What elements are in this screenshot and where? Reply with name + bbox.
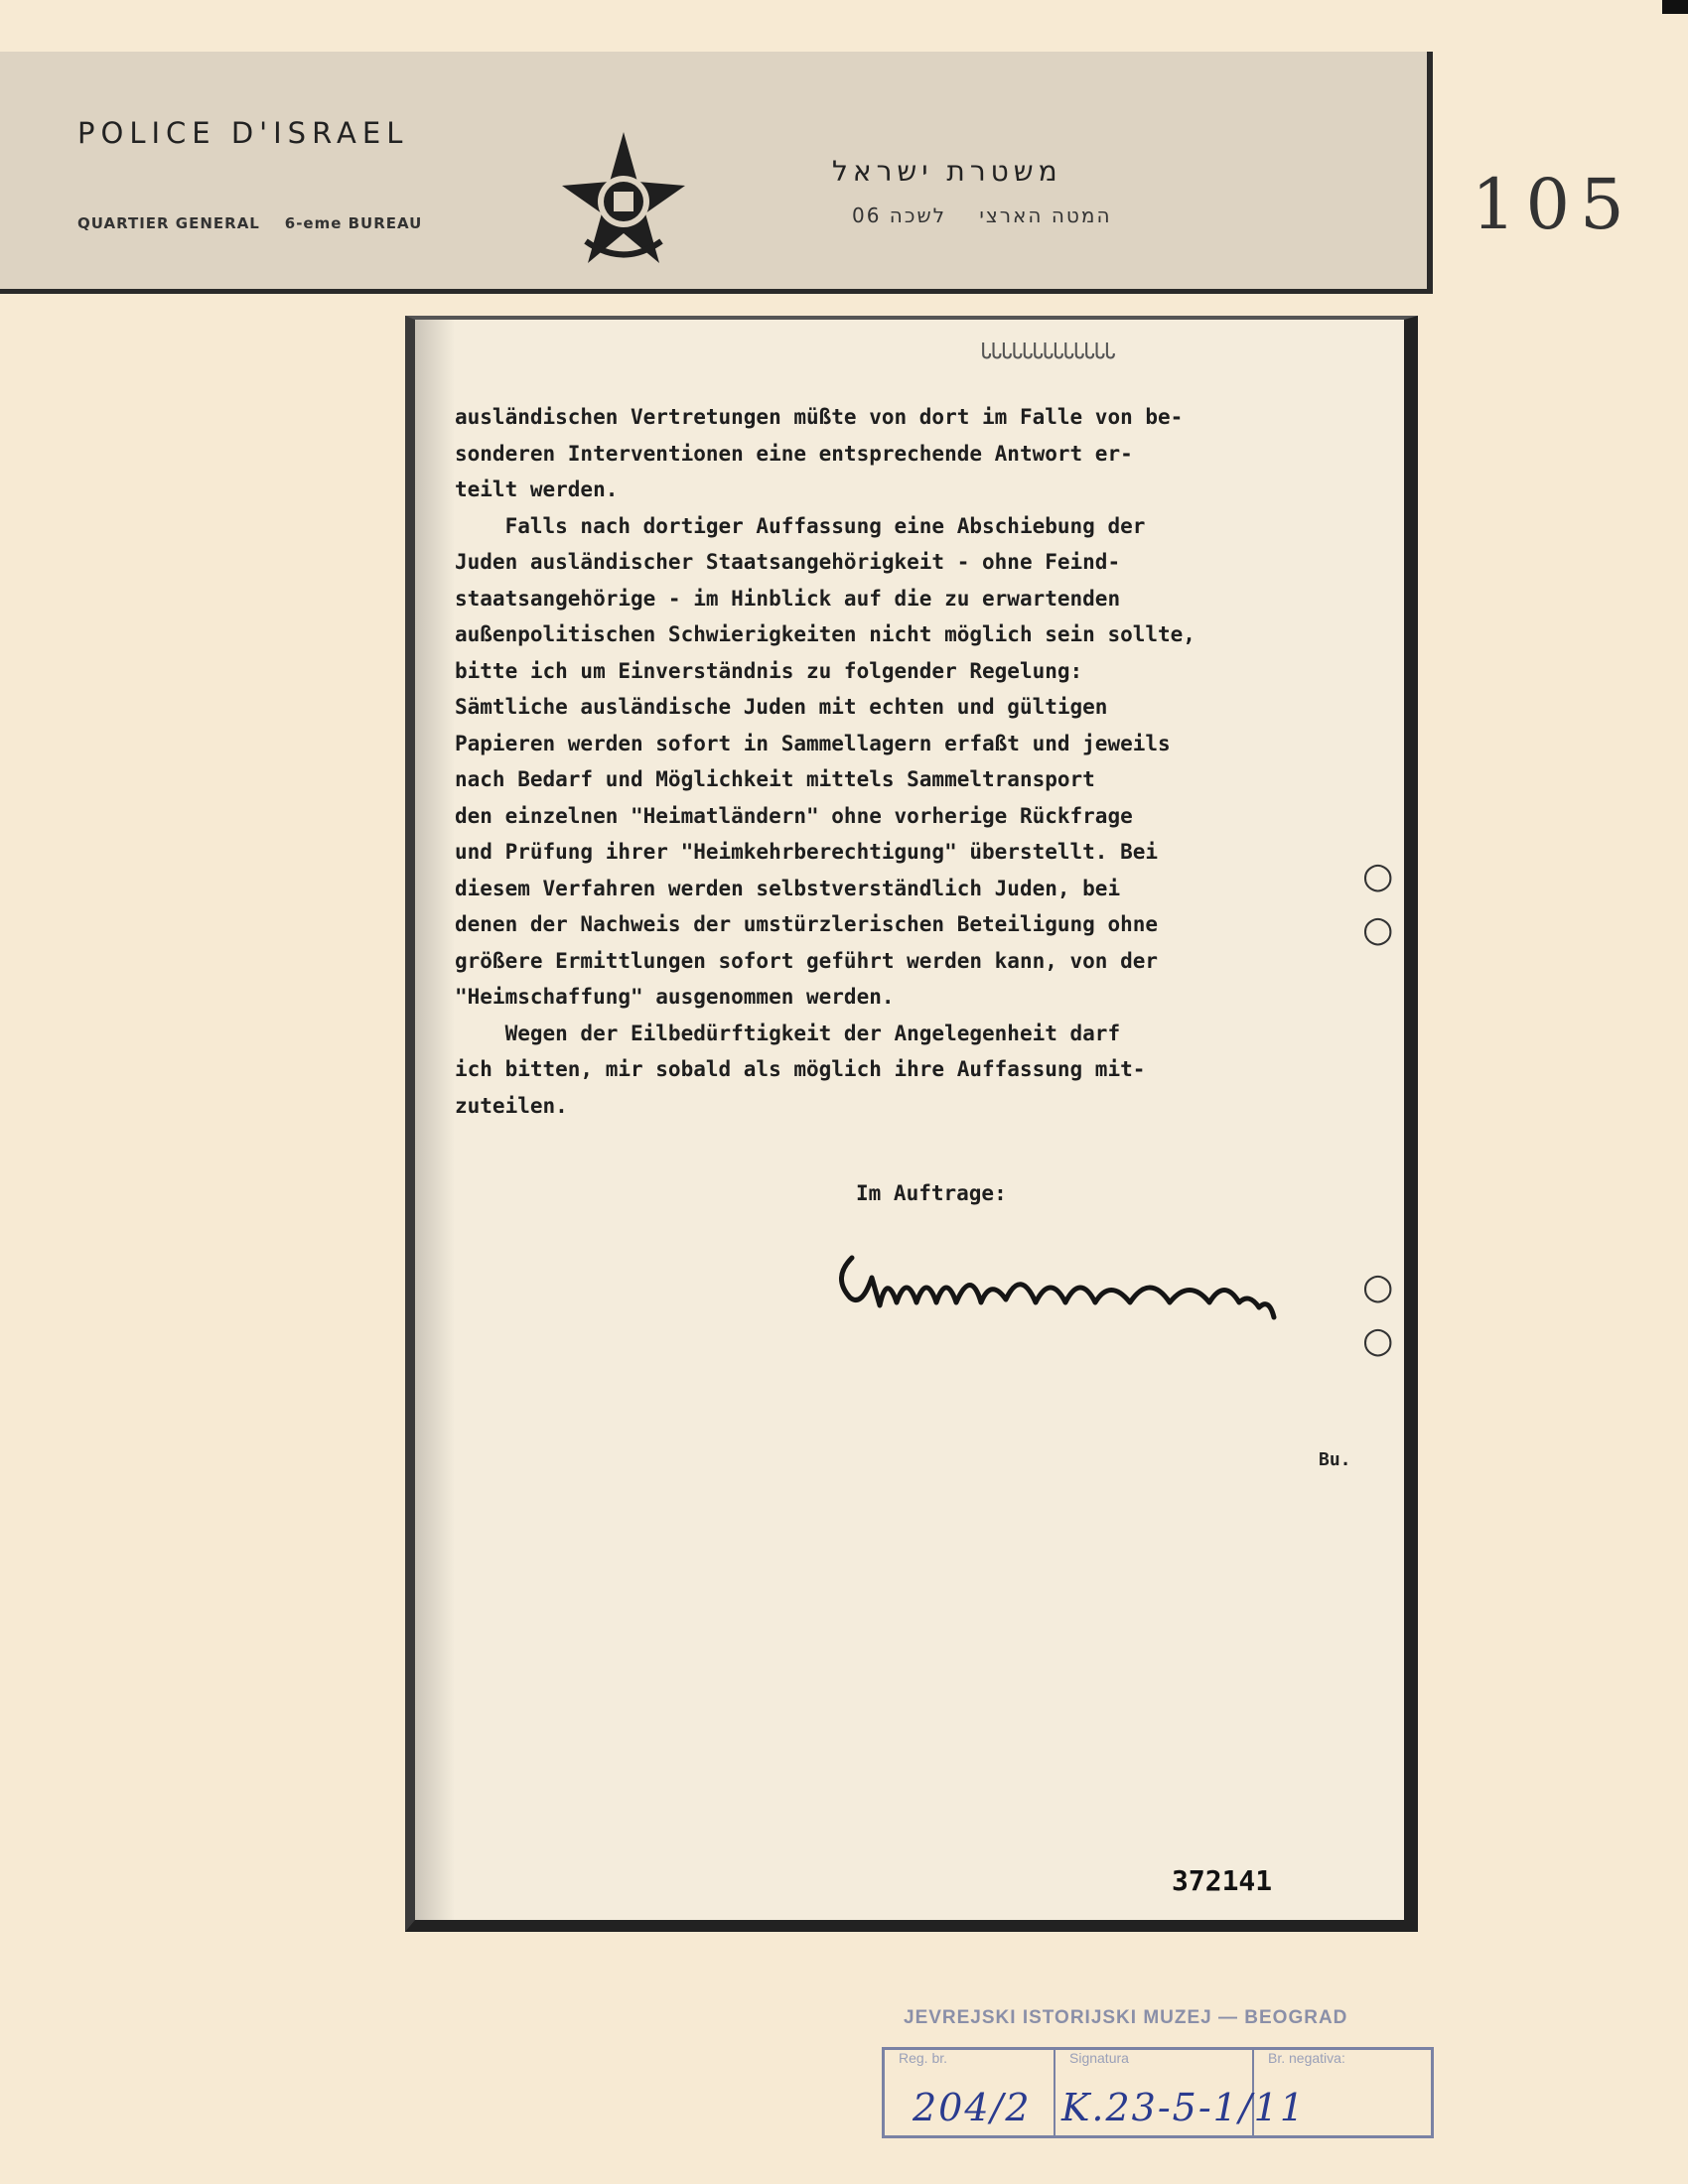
letter-line: "Heimschaffung" ausgenommen werden.: [455, 985, 895, 1009]
margin-punch-hole-icon: ○: [1362, 1320, 1394, 1361]
letterhead-subtitle-hebrew: המטה הארצי לשכה 06: [852, 204, 1112, 227]
letterhead-title-french: POLICE D'ISRAEL: [77, 116, 409, 150]
letter-line: Papieren werden sofort in Sammellagern erfaßt und jeweils: [455, 731, 1171, 755]
typist-initials: Bu.: [1319, 1449, 1351, 1470]
letter-line: nach Bedarf und Möglichkeit mittels Sammeltransport: [455, 767, 1095, 791]
letter-line: ich bitten, mir sobald als möglich ihre Auffassung mit-: [455, 1057, 1146, 1081]
garbled-header-line: ᏓᏓᏓᏓᏓᏓᏓᏓᏓᏓᏓᏓᏓ: [981, 340, 1116, 364]
museum-stamp-title: JEVREJSKI ISTORIJSKI MUZEJ — BEOGRAD: [904, 2007, 1348, 2028]
stamp-label-reg: Reg. br.: [899, 2050, 948, 2066]
letterhead: [0, 52, 1433, 294]
letterhead-title-hebrew: משטרת ישראל: [832, 155, 1062, 188]
document-number: 372141: [1172, 1864, 1273, 1897]
letter-body: [455, 399, 1348, 1124]
signoff-text: Im Auftrage:: [856, 1181, 1007, 1205]
handwritten-signature: [832, 1218, 1348, 1327]
stamp-label-signatura: Signatura: [1069, 2050, 1129, 2066]
stamp-signatura-value: K.23-5-1/11: [1061, 2086, 1307, 2129]
museum-stamp-box: [882, 2047, 1434, 2138]
letter-line: den einzelnen "Heimatländern" ohne vorherige Rückfrage: [455, 803, 1133, 828]
margin-punch-hole-icon: ○: [1362, 909, 1394, 950]
letter-line: Wegen der Eilbedürftigkeit der Angelegenheit darf: [455, 1021, 1121, 1045]
stamp-divider: [1054, 2050, 1055, 2135]
letter-line: sonderen Interventionen eine entsprechende Antwort er-: [455, 441, 1133, 466]
letter-line: bitte ich um Einverständnis zu folgender Regelung:: [455, 658, 1083, 683]
letterhead-subtitle-french: QUARTIER GENERAL 6-eme BUREAU: [77, 214, 423, 232]
letter-line: außenpolitischen Schwierigkeiten nicht möglich sein sollte,: [455, 622, 1196, 646]
letter-line: Juden ausländischer Staatsangehörigkeit - ohne Feind-: [455, 550, 1121, 574]
page-shadow: [415, 320, 455, 1920]
letter-line: teilt werden.: [455, 478, 619, 501]
police-star-emblem-icon: [556, 124, 691, 273]
stamp-reg-number: 204/2: [913, 2086, 1032, 2129]
archive-page-number: 105: [1472, 164, 1634, 245]
letter-line: Sämtliche ausländische Juden mit echten und gültigen: [455, 695, 1108, 719]
scan-corner: [1662, 0, 1688, 14]
letter-line: zuteilen.: [455, 1093, 568, 1118]
margin-punch-hole-icon: ○: [1362, 1267, 1394, 1307]
letter-page: [405, 316, 1418, 1932]
stamp-label-negativ: Br. negativa:: [1268, 2050, 1345, 2066]
letter-line: diesem Verfahren werden selbstverständlich Juden, bei: [455, 876, 1121, 900]
letter-line: Falls nach dortiger Auffassung eine Abschiebung der: [455, 513, 1146, 538]
letter-line: und Prüfung ihrer "Heimkehrberechtigung" überstellt. Bei: [455, 840, 1159, 864]
letter-line: denen der Nachweis der umstürzlerischen Beteiligung ohne: [455, 912, 1159, 936]
margin-punch-hole-icon: ○: [1362, 856, 1394, 896]
letter-line: ausländischen Vertretungen müßte von dort im Falle von be-: [455, 405, 1184, 429]
letter-line: staatsangehörige - im Hinblick auf die zu erwartenden: [455, 586, 1121, 611]
letter-line: größere Ermittlungen sofort geführt werden kann, von der: [455, 948, 1159, 973]
